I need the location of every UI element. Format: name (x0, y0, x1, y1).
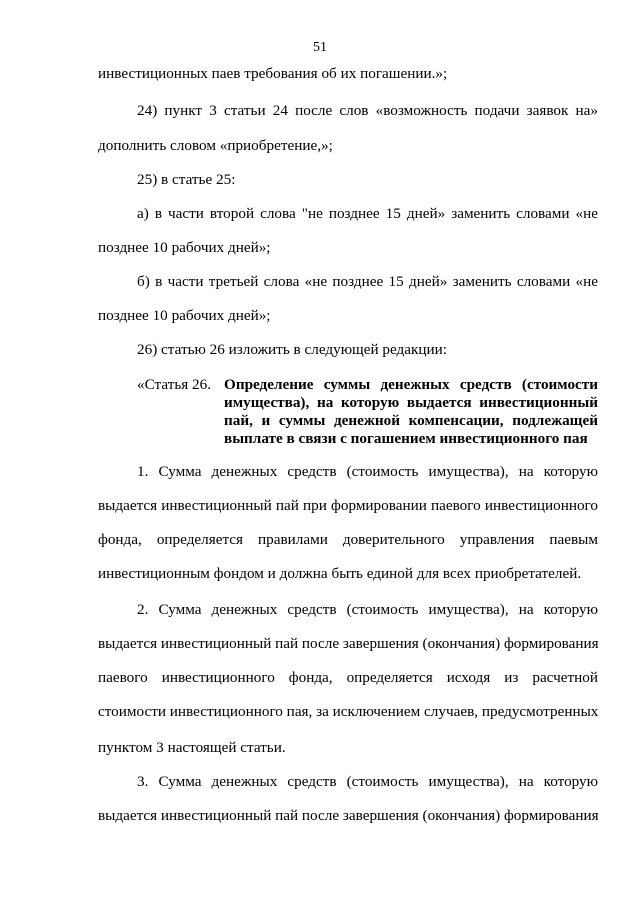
para-3-line: 3. Сумма денежных средств (стоимость имущества), на которую (137, 773, 598, 790)
text-line: стоимости инвестиционного пая, за исключением случаев, предусмотренных (98, 703, 599, 720)
para-1-line: 1. Сумма денежных средств (стоимость имущества), на которую (137, 463, 598, 480)
item-26-line: 26) статью 26 изложить в следующей редакции: (137, 341, 447, 358)
text-line: позднее 10 рабочих дней»; (98, 239, 271, 256)
text-line: выдается инвестиционный пай при формировании паевого инвестиционного (98, 497, 598, 514)
item-25-line: 25) в статье 25: (137, 171, 236, 188)
article-title-line: имущества), на которую выдается инвестиционный (224, 394, 598, 411)
text-line: инвестиционных паев требования об их погашении.»; (98, 65, 448, 82)
text-line: позднее 10 рабочих дней»; (98, 307, 271, 324)
article-title (224, 376, 598, 448)
article-title-line: выплате в связи с погашением инвестиционного пая (224, 430, 588, 447)
text-line: дополнить словом «приобретение,»; (98, 137, 333, 154)
text-line: фонда, определяется правилами доверительного управления паевым (98, 531, 598, 548)
text-line: паевого инвестиционного фонда, определяется исходя из расчетной (98, 669, 598, 686)
text-line: пунктом 3 настоящей статьи. (98, 739, 286, 756)
page-number: 51 (313, 40, 327, 55)
subitem-a-line: а) в части второй слова "не позднее 15 дней» заменить словами «не (137, 205, 598, 222)
text-line: инвестиционным фондом и должна быть единой для всех приобретателей. (98, 565, 582, 582)
article-title-line: Определение суммы денежных средств (стоимости (224, 376, 598, 393)
article-label: «Статья 26. (137, 376, 212, 393)
text-line: выдается инвестиционный пай после завершения (окончания) формирования (98, 635, 599, 652)
subitem-b-line: б) в части третьей слова «не позднее 15 дней» заменить словами «не (137, 273, 598, 290)
text-line: выдается инвестиционный пай после завершения (окончания) формирования (98, 807, 599, 824)
item-24-line: 24) пункт 3 статьи 24 после слов «возможность подачи заявок на» (137, 102, 598, 119)
para-2-line: 2. Сумма денежных средств (стоимость имущества), на которую (137, 601, 598, 618)
article-title-line: пай, и суммы денежной компенсации, подлежащей (224, 412, 598, 429)
